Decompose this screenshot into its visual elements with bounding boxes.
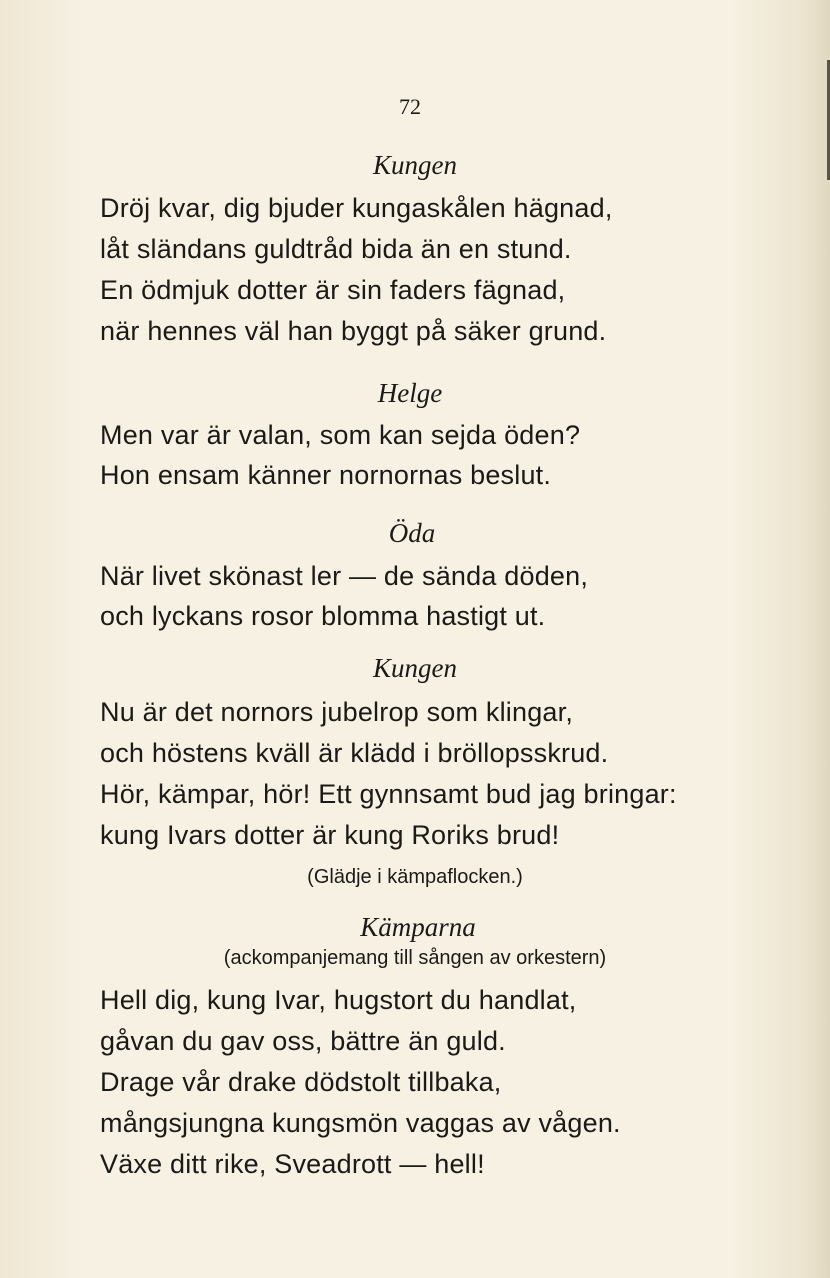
speaker-name: Öda [388, 518, 436, 548]
verse-line: Växe ditt rike, Sveadrott — hell! [100, 1149, 485, 1179]
speaker-name: Kämparna [360, 912, 476, 942]
verse-line: Hon ensam känner nornornas beslut. [100, 460, 552, 490]
verse-line: En ödmjuk dotter är sin faders fägnad, [100, 275, 566, 305]
verse-line: Dröj kvar, dig bjuder kungaskålen hägnad, [100, 193, 613, 223]
verse-line: och lyckans rosor blomma hastigt ut. [100, 601, 546, 631]
verse-line: gåvan du gav oss, bättre än guld. [100, 1026, 506, 1056]
verse-line: Men var är valan, som kan sejda öden? [100, 420, 581, 450]
verse-line: Drage vår drake dödstolt tillbaka, [100, 1067, 502, 1097]
speaker-name: Kungen [373, 653, 457, 683]
verse-line: mångsjungna kungsmön vaggas av vågen. [100, 1108, 621, 1138]
verse-line: Nu är det nornors jubelrop som klingar, [100, 697, 574, 727]
verse-line: låt sländans guldtråd bida än en stund. [100, 234, 572, 264]
verse-line: Hell dig, kung Ivar, hugstort du handlat, [100, 985, 577, 1015]
verse-line: När livet skönast ler — de sända döden, [100, 561, 589, 591]
verse-line: när hennes väl han byggt på säker grund. [100, 316, 607, 346]
verse-line: Hör, kämpar, hör! Ett gynnsamt bud jag bringar: [100, 779, 677, 809]
speaker-name: Kungen [373, 150, 457, 180]
speaker-name: Helge [377, 378, 443, 408]
verse-line: kung Ivars dotter är kung Roriks brud! [100, 820, 560, 850]
verse-line: och höstens kväll är klädd i bröllopsskrud. [100, 738, 609, 768]
stage-direction: (ackompanjemang till sången av orkestern) [223, 947, 607, 969]
stage-direction: (Glädje i kämpaflocken.) [307, 866, 523, 888]
page-number: 72 [399, 94, 421, 119]
